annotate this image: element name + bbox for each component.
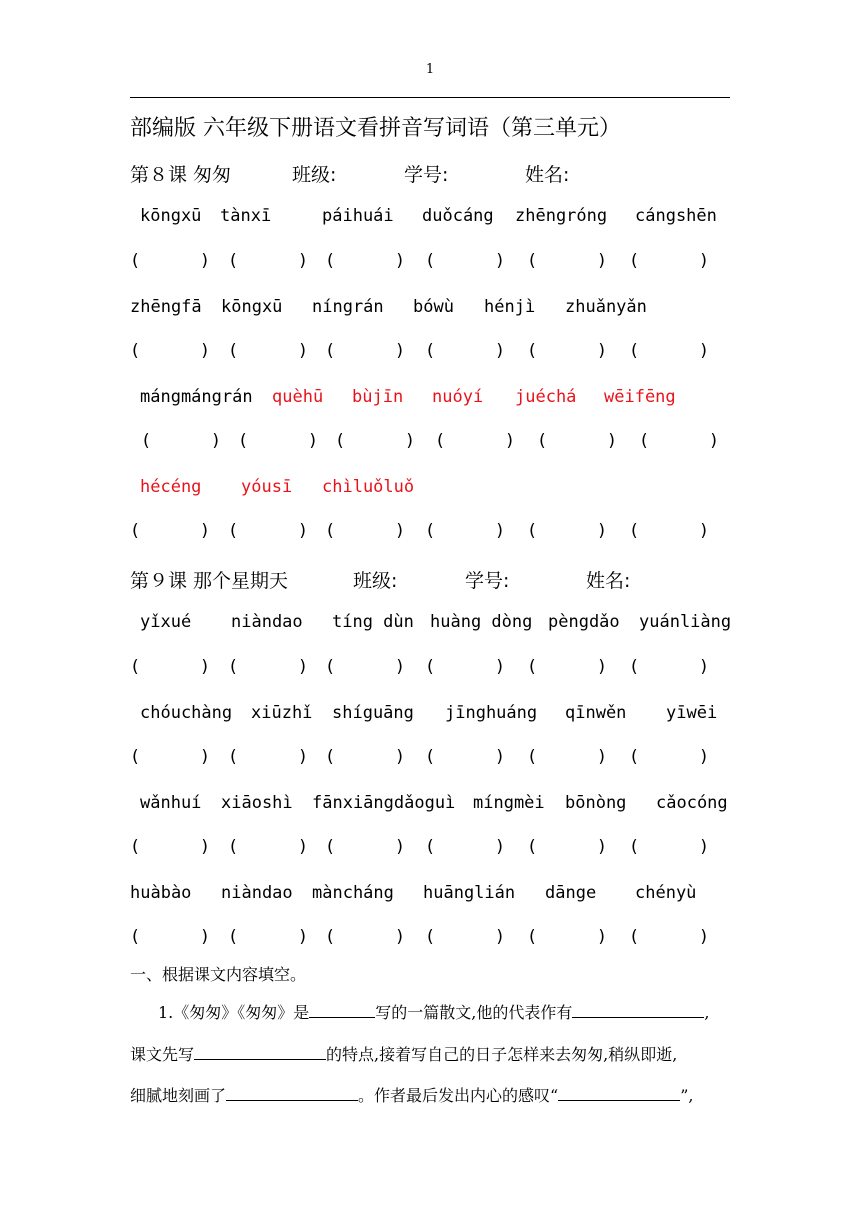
- pinyin-word: huàng dòng: [430, 612, 533, 632]
- pinyin-word: tànxī: [220, 206, 272, 226]
- pinyin-word: zhēngfā: [130, 297, 202, 317]
- pinyin-word: xiāoshì: [221, 793, 293, 813]
- pinyin-word: bùjīn: [352, 387, 404, 407]
- pinyin-word: chóuchàng: [140, 703, 233, 723]
- lesson-title: 第８课 匆匆: [130, 164, 232, 186]
- pinyin-word: zhēngróng: [515, 206, 608, 226]
- fill-blank[interactable]: [226, 1086, 358, 1101]
- pinyin-word: màncháng: [312, 883, 394, 903]
- pinyin-word: nuóyí: [432, 387, 484, 407]
- pinyin-word: wēifēng: [604, 387, 676, 407]
- pinyin-word: dānge: [545, 883, 597, 903]
- pinyin-word: hécéng: [140, 477, 202, 497]
- pinyin-row: [0, 883, 860, 907]
- answer-bracket-row: ( ) ( ) ( ) ( ) ( ) ( ): [132, 521, 707, 541]
- pinyin-word: fānxiāngdǎoguì: [312, 793, 456, 813]
- answer-bracket-row: ( ) ( ) ( ) ( ) ( ) ( ): [132, 927, 707, 947]
- document-title: 部编版 六年级下册语文看拼音写词语（第三单元）: [130, 116, 621, 141]
- pinyin-row: [0, 793, 860, 817]
- lesson-title: 第９课 那个星期天: [130, 570, 289, 592]
- sentence-text: 1.《匆匆》《匆匆》是: [158, 1003, 310, 1022]
- pinyin-word: jīnghuáng: [445, 703, 538, 723]
- pinyin-row: [0, 477, 860, 501]
- pinyin-word: cǎocóng: [656, 793, 728, 813]
- pinyin-word: shíguāng: [332, 703, 414, 723]
- class-label: 班级:: [292, 164, 337, 186]
- answer-bracket-row: ( ) ( ) ( ) ( ) ( ) ( ): [132, 341, 707, 361]
- pinyin-word: niàndao: [231, 612, 303, 632]
- pinyin-word: kōngxū: [140, 206, 202, 226]
- pinyin-row: [0, 387, 860, 411]
- sentence-text: ,: [704, 1003, 710, 1022]
- pinyin-word: yǐxué: [140, 612, 192, 632]
- fill-blank-line-3: [130, 1083, 693, 1106]
- pinyin-word: juéchá: [515, 387, 577, 407]
- pinyin-word: hénjì: [484, 297, 536, 317]
- pinyin-word: yuánliàng: [639, 612, 732, 632]
- pinyin-word: chìluǒluǒ: [322, 477, 415, 497]
- pinyin-word: quèhū: [272, 387, 324, 407]
- pinyin-word: xiūzhǐ: [251, 703, 313, 723]
- sentence-text: 细腻地刻画了: [130, 1086, 227, 1105]
- sentence-text: 的特点,接着写自己的日子怎样来去匆匆,稍纵即逝,: [326, 1045, 678, 1064]
- pinyin-word: níngrán: [312, 297, 384, 317]
- pinyin-word: chényù: [635, 883, 697, 903]
- sentence-text: 课文先写: [130, 1045, 195, 1064]
- fill-blank[interactable]: [309, 1003, 375, 1018]
- pinyin-word: niàndao: [221, 883, 293, 903]
- name-label: 姓名:: [586, 570, 631, 592]
- section-heading: 一、根据课文内容填空。: [130, 965, 307, 984]
- name-label: 姓名:: [525, 164, 570, 186]
- pinyin-word: bówù: [413, 297, 454, 317]
- answer-bracket-row: ( ) ( ) ( ) ( ) ( ) ( ): [132, 251, 707, 271]
- class-label: 班级:: [353, 570, 398, 592]
- pinyin-word: páihuái: [322, 206, 394, 226]
- sentence-text: 。作者最后发出内心的感叹“: [358, 1086, 559, 1105]
- pinyin-word: zhuǎnyǎn: [565, 297, 647, 317]
- pinyin-row: [0, 612, 860, 636]
- answer-bracket-row: ( ) ( ) ( ) ( ) ( ) ( ): [132, 657, 707, 677]
- pinyin-word: pèngdǎo: [548, 612, 620, 632]
- fill-blank-line-1: [158, 1000, 709, 1023]
- pinyin-word: yīwēi: [666, 703, 718, 723]
- pinyin-word: tíng dùn: [332, 612, 414, 632]
- answer-bracket-row: ( ) ( ) ( ) ( ) ( ) ( ): [132, 837, 707, 857]
- fill-blank[interactable]: [194, 1045, 326, 1060]
- header-rule: [130, 97, 730, 98]
- pinyin-word: míngmèi: [473, 793, 545, 813]
- pinyin-row: [0, 206, 860, 230]
- pinyin-word: yóusī: [241, 477, 293, 497]
- page-number: 1: [425, 62, 435, 77]
- answer-bracket-row: ( ) ( ) ( ) ( ) ( ) ( ): [132, 747, 707, 767]
- fill-blank-line-2: [130, 1042, 677, 1065]
- sentence-text: ”,: [680, 1086, 694, 1105]
- sentence-text: 写的一篇散文,他的代表作有: [375, 1003, 573, 1022]
- pinyin-word: kōngxū: [221, 297, 283, 317]
- pinyin-word: mángmángrán: [140, 387, 253, 407]
- fill-blank[interactable]: [572, 1003, 704, 1018]
- pinyin-word: duǒcáng: [422, 206, 494, 226]
- pinyin-row: [0, 703, 860, 727]
- pinyin-word: bōnòng: [565, 793, 627, 813]
- fill-blank[interactable]: [558, 1086, 680, 1101]
- pinyin-word: qīnwěn: [565, 703, 627, 723]
- pinyin-word: cángshēn: [635, 206, 717, 226]
- pinyin-row: [0, 297, 860, 321]
- student-id-label: 学号:: [465, 570, 510, 592]
- pinyin-word: wǎnhuí: [140, 793, 202, 813]
- student-id-label: 学号:: [404, 164, 449, 186]
- answer-bracket-row: ( ) ( ) ( ) ( ) ( ) ( ): [143, 431, 717, 451]
- pinyin-word: huānglián: [423, 883, 516, 903]
- pinyin-word: huàbào: [130, 883, 192, 903]
